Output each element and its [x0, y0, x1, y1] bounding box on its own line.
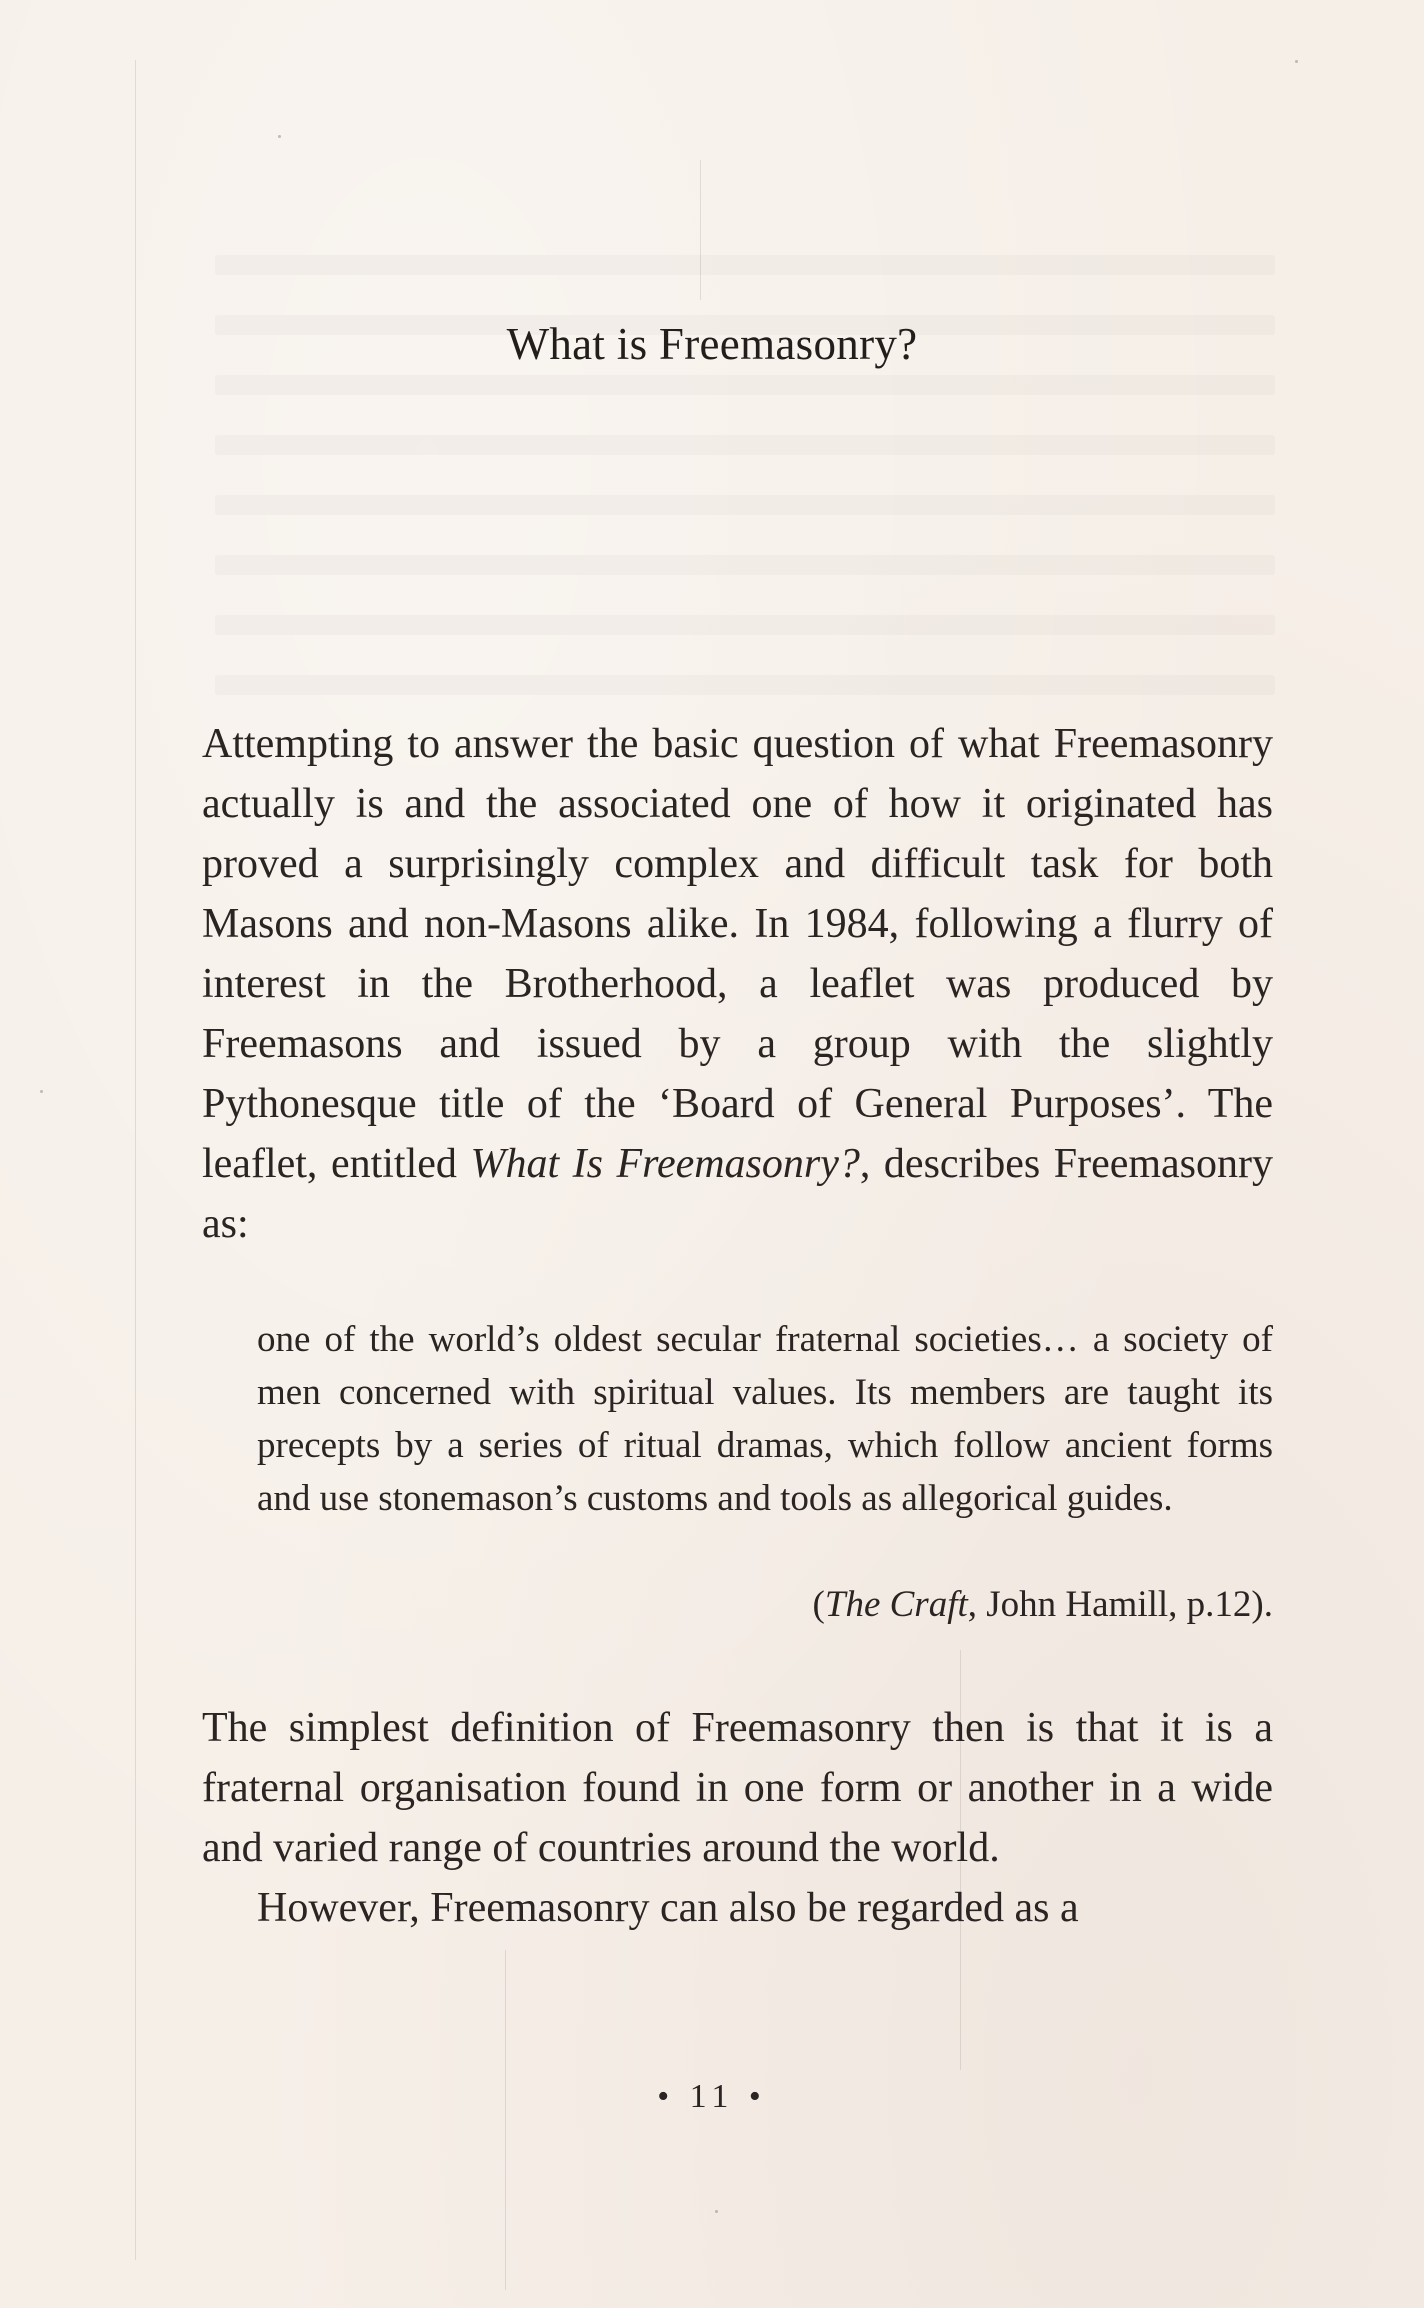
show-through-line [215, 615, 1275, 635]
paper-speck [40, 1090, 43, 1093]
page-number: • 11 • [657, 2078, 767, 2115]
paragraph-continuation: However, Freemasonry can also be regarded as a [257, 1885, 1079, 1931]
body-paragraph-1 [202, 714, 1273, 1254]
paper-crease [135, 60, 136, 2260]
paper-crease [505, 1950, 506, 2290]
show-through-line [215, 675, 1275, 695]
body-paragraph-2 [202, 1698, 1273, 1938]
paragraph-text: , describes Freemasonry as: [202, 1141, 1273, 1247]
paragraph-text: Attempting to answer the basic question of what Freemasonry actually is and the associated one of how it originated has proved a surprisingly complex and difficult task for both Masons and non-Masons alike. In 1984, following a flurry of interest in the Brotherhood, a leaflet was produced by Freemasons and issued by a group with the slightly Pythonesque title of the ‘Board of General Purposes’. The leaflet, entitled [202, 721, 1273, 1187]
paper-crease [700, 160, 701, 300]
show-through-line [215, 435, 1275, 455]
leaflet-title: What Is Freemasonry? [470, 1141, 860, 1187]
show-through-line [215, 495, 1275, 515]
chapter-title: What is Freemasonry? [506, 319, 918, 369]
show-through-line [215, 555, 1275, 575]
paper-speck [1295, 60, 1298, 63]
citation-work-title: The Craft [824, 1584, 968, 1625]
paper-speck [715, 2210, 718, 2213]
quote-citation [257, 1578, 1273, 1631]
paper-speck [278, 135, 281, 138]
show-through-line [215, 255, 1275, 275]
show-through-line [215, 375, 1275, 395]
citation-details: , John Hamill, p.12). [967, 1584, 1273, 1625]
paragraph-text: The simplest definition of Freemasonry then is that it is a fraternal organisation found in one form or another in a wide and varied range of countries around the world. [202, 1705, 1273, 1871]
block-quote: one of the world’s oldest secular fraternal societies… a society of men concerned with spiritual values. Its members are taught its precepts by a series of ritual dramas, which follow ancient forms and use stonemason’s customs and tools as allegorical guides. [257, 1319, 1273, 1519]
citation-open: ( [812, 1584, 825, 1625]
